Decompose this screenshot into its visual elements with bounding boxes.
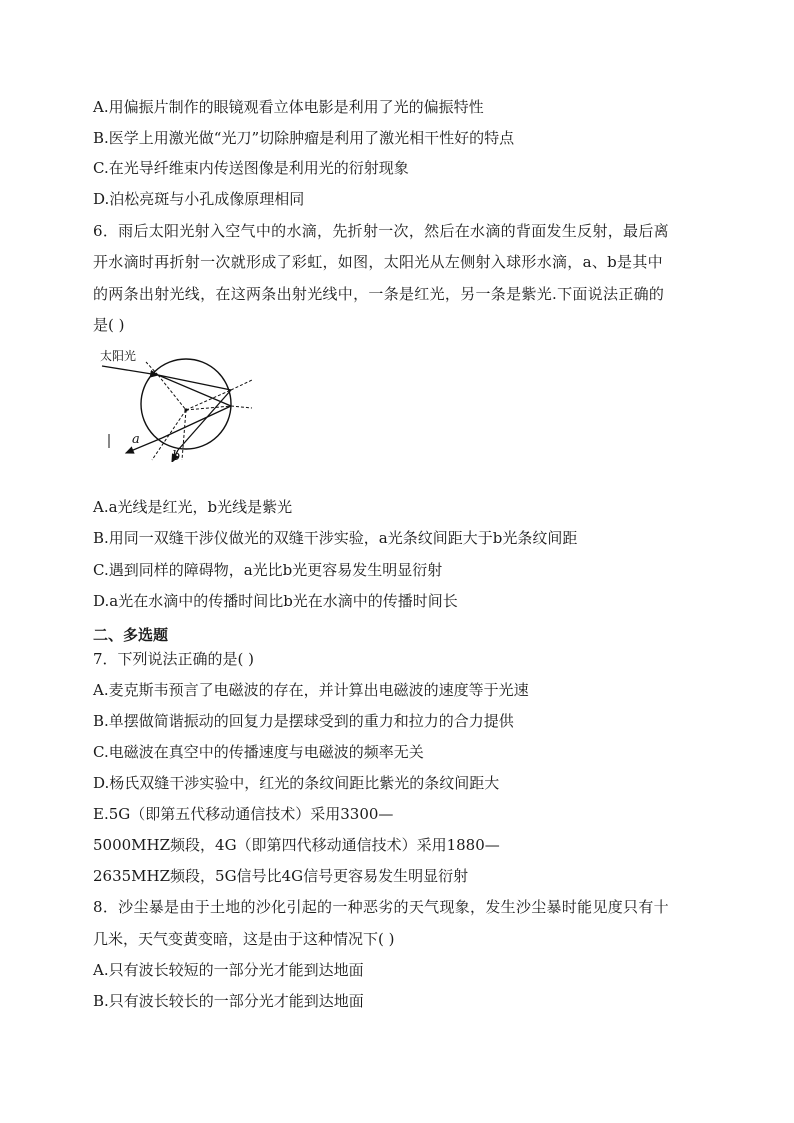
ray-b-label: b bbox=[172, 449, 181, 462]
q7-option-d: D.杨氏双缝干涉实验中，红光的条纹间距比紫光的条纹间距大 bbox=[93, 774, 500, 792]
q7-option-c: C.电磁波在真空中的传播速度与电磁波的频率无关 bbox=[93, 743, 424, 761]
normal-back-ext bbox=[231, 380, 252, 390]
q5-option-d: D.泊松亮斑与小孔成像原理相同 bbox=[93, 190, 305, 208]
q6-option-b: B.用同一双缝干涉仪做光的双缝干涉实验，a光条纹间距大于b光条纹间距 bbox=[93, 529, 578, 547]
sunlight-label: 太阳光 bbox=[100, 349, 137, 363]
ray-a-label: a bbox=[132, 432, 140, 447]
q6-option-d: D.a光在水滴中的传播时间比b光在水滴中的传播时间长 bbox=[93, 592, 458, 610]
q6-stem-line-1: 6．雨后太阳光射入空气中的水滴，先折射一次，然后在水滴的背面发生反射，最后离 bbox=[93, 222, 669, 240]
q7-stem: 7．下列说法正确的是( ) bbox=[93, 650, 255, 668]
q6-option-a: A.a光线是红光，b光线是紫光 bbox=[93, 498, 293, 516]
q8-option-a: A.只有波长较短的一部分光才能到达地面 bbox=[93, 961, 364, 979]
q5-option-b: B.医学上用激光做“光刀”切除肿瘤是利用了激光相干性好的特点 bbox=[93, 129, 515, 147]
q7-option-e-line-3: 2635MHZ频段，5G信号比4G信号更容易发生明显衍射 bbox=[93, 867, 469, 885]
q7-option-a: A.麦克斯韦预言了电磁波的存在，并计算出电磁波的速度等于光速 bbox=[93, 681, 529, 699]
q6-option-c: C.遇到同样的障碍物，a光比b光更容易发生明显衍射 bbox=[93, 561, 443, 579]
q6-stem-line-3: 的两条出射光线，在这两条出射光线中，一条是红光，另一条是紫光.下面说法正确的 bbox=[93, 285, 665, 303]
q6-stem-line-2: 开水滴时再折射一次就形成了彩虹，如图，太阳光从左侧射入球形水滴，a、b是其中 bbox=[93, 253, 663, 271]
q7-option-b: B.单摆做简谐振动的回复力是摆球受到的重力和拉力的合力提供 bbox=[93, 712, 514, 730]
reflected-ray-b bbox=[178, 390, 231, 450]
droplet-circle bbox=[141, 359, 231, 449]
q8-stem-line-1: 8．沙尘暴是由于土地的沙化引起的一种恶劣的天气现象，发生沙尘暴时能见度只有十 bbox=[93, 898, 669, 916]
raindrop-diagram bbox=[100, 348, 260, 462]
section-title-multiple-choice: 二、多选题 bbox=[93, 626, 169, 644]
q7-option-e-line-1: E.5G（即第五代移动通信技术）采用3300— bbox=[93, 805, 394, 823]
refracted-ray-2 bbox=[158, 375, 231, 406]
q5-option-a: A.用偏振片制作的眼镜观看立体电影是利用了光的偏振特性 bbox=[93, 98, 484, 116]
normal-exit-a bbox=[152, 410, 186, 460]
q8-stem-line-2: 几米，天气变黄变暗，这是由于这种情况下( ) bbox=[93, 930, 395, 948]
q6-stem-line-4: 是( ) bbox=[93, 316, 125, 334]
raindrop-diagram-svg bbox=[100, 348, 260, 462]
normal-exit-b bbox=[182, 410, 186, 460]
q5-option-c: C.在光导纤维束内传送图像是利用光的衍射现象 bbox=[93, 159, 409, 177]
q8-option-b: B.只有波长较长的一部分光才能到达地面 bbox=[93, 992, 364, 1010]
incoming-ray bbox=[102, 366, 158, 375]
q7-option-e-line-2: 5000MHZ频段，4G（即第四代移动通信技术）采用1880— bbox=[93, 836, 500, 854]
refracted-ray-1 bbox=[158, 375, 231, 390]
normal-back-ext-2 bbox=[231, 406, 252, 408]
normal-back-1 bbox=[186, 390, 231, 410]
